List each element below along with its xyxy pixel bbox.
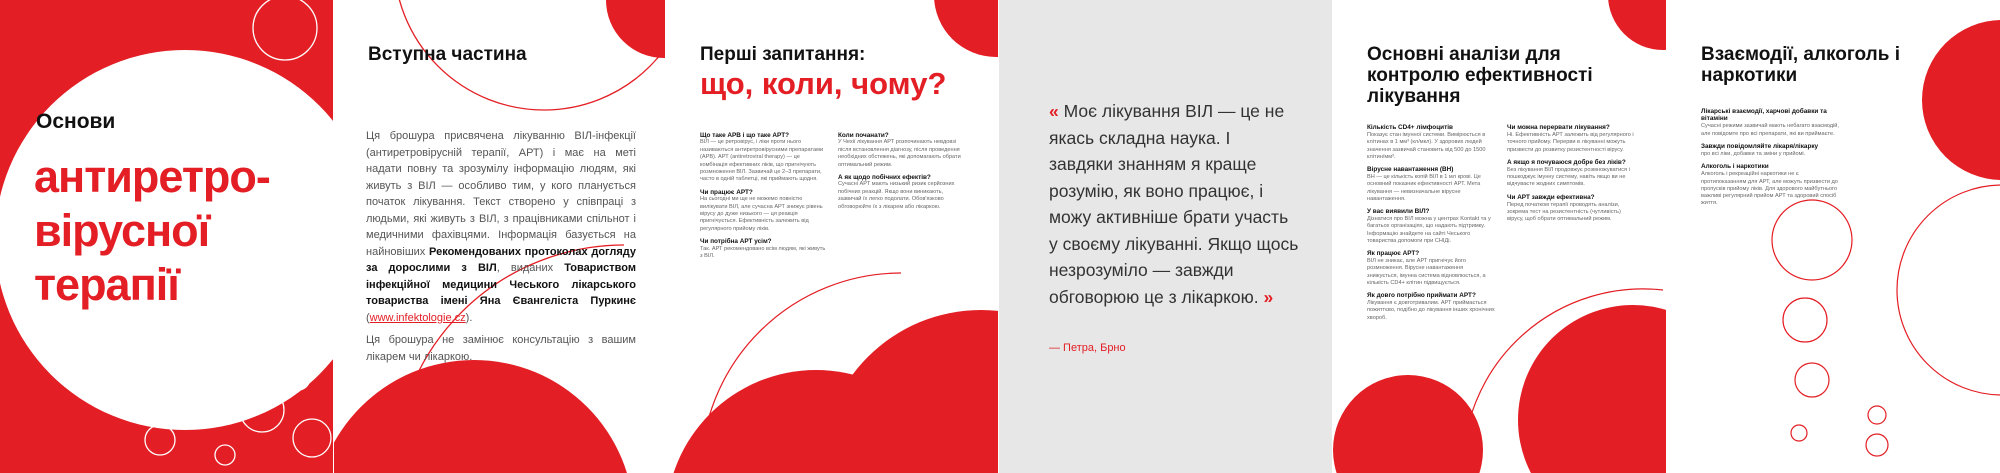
quote-panel	[999, 0, 1332, 473]
faq-answer: Сучасні АРТ мають низький ризик серйозних побічних реакцій. Якщо вони виникають, зазвичай їх легко подолати. Обов'язково обговорюйте їх з лікарем або лікаркою.	[838, 181, 955, 210]
faq-answer: У Чехії лікування АРТ розпочинають невдовзі після встановлення діагнозу, після проведення необхідних обстежень, які допомагають обрати оптимальний режим.	[838, 139, 961, 168]
cover-title	[34, 150, 270, 312]
intro-bold-2: Товариством інфекційної медицини Чеського лікарського товариства імені Яна Євангеліста Пуркинє	[366, 262, 636, 307]
analyses-answer: Лікування є довготривалим. АРТ приймається пожиттєво, подібно до лікування інших хронічних хвороб.	[1367, 300, 1495, 321]
analyses-left-column	[1367, 124, 1495, 322]
intro-text-1: Ця брошура присвячена лікуванню ВІЛ-інфекції (антиретровірусній терапії, АРТ) і має на меті надати повну та зрозумілу інформацію людям, які живуть з ВІЛ — особливо тим, у кого планується початок лікування. Текст створено у співпраці з людьми, які живуть з ВІЛ, з працівниками спільнот і медичними фахівцями. Інформація базується на найновіших	[366, 130, 636, 258]
interactions-panel	[1667, 0, 2000, 473]
quote-text	[1049, 98, 1299, 310]
faq-answer: На сьогодні ми ще не можемо повністю вилікувати ВІЛ, але сучасна АРТ знижує рівень вірусу до дуже низького — ця реакція пригнічується. Ефективність залежить від регулярного прийому ліків.	[700, 196, 823, 232]
interactions-answer: Алкоголь і рекреаційні наркотики не є протипоказанням для АРТ, але можуть призвести до пропусків прийому ліків. Для здорового майбутнього важливі регулярний прийом АРТ та здоровий спосіб життя.	[1701, 171, 1838, 207]
open-quote-mark: «	[1049, 101, 1059, 121]
interactions-question: Лікарські взаємодії, харчові добавки та вітаміни	[1701, 108, 1827, 123]
cover-title-line: антиретро-	[34, 151, 270, 202]
interactions-heading: Взаємодії, алкоголь і наркотики	[1701, 44, 1900, 86]
analyses-question: Як довго потрібно приймати АРТ?	[1367, 292, 1476, 300]
intro-text-2: , виданих	[496, 262, 565, 274]
analyses-question: Чи можна перервати лікування?	[1507, 124, 1610, 131]
faq-right-column	[838, 132, 966, 211]
faq-question: Коли почанати?	[838, 132, 889, 139]
analyses-question: У вас виявили ВІЛ?	[1367, 208, 1430, 216]
intro-heading: Вступна частина	[368, 44, 527, 65]
cover-title-line: вірусної	[34, 205, 210, 256]
cover-panel	[0, 0, 333, 473]
analyses-answer: Перед початком терапії проводять аналізи, зокрема тест на резистентність (чутливість) вірусу, щоб обрати оптимальний режим.	[1507, 201, 1621, 223]
cover-title-line: терапії	[34, 259, 179, 310]
faq-big-title: що, коли, чому?	[700, 66, 947, 101]
interactions-question: Алкоголь і наркотики	[1701, 163, 1769, 171]
intro-text-4: ).	[465, 311, 473, 324]
analyses-heading: Основні аналізи для контролю ефективності лікування	[1367, 44, 1593, 107]
faq-question: Що таке АРВ і що таке АРТ?	[700, 132, 790, 139]
faq-heading: Перші запитання:	[700, 44, 866, 65]
intro-text	[366, 128, 636, 371]
analyses-question: Вірусне навантаження (ВН)	[1367, 166, 1454, 174]
analyses-answer: Дізнатися про ВІЛ можна у центрах Kontakt та у багатьох організаціях, що надають підтримку. Інформацію знайдете на сайті Чеського товариства допомоги при СНІДі.	[1367, 216, 1491, 244]
quote-body: Моє лікування ВІЛ — це не якась складна наука. І завдяки знанням я краще розумію, як воно працює, і можу активніше брати участь у своєму лікуванні. Якщо щось незрозуміло — завжди обговорюю це з лікаркою.	[1049, 101, 1299, 307]
analyses-question: Чи АРТ завжди ефективна?	[1507, 193, 1595, 201]
analyses-answer: ВН — це кількість копій ВІЛ в 1 мл крові. Це основний показник ефективності АРТ. Мета лікування — невизначальне вірусне навантаження.	[1367, 174, 1481, 202]
website-link[interactable]: www.infektologie.cz	[369, 311, 466, 324]
close-quote-mark: »	[1263, 286, 1274, 307]
analyses-panel	[1333, 0, 1666, 473]
analyses-answer: Без лікування ВІЛ продовжує розмножуватися і пошкоджує імунну систему, навіть якщо ви не відчуваєте жодних симптомів.	[1507, 167, 1630, 188]
faq-question: Чи потрібна АРТ усім?	[700, 238, 772, 246]
analyses-question: Як працює АРТ?	[1367, 250, 1420, 258]
analyses-answer: Показує стан імунної системи. Вимірюється в клітинах в 1 мм³ (кл/мкл). У здорових людей значення зазвичай становить від 500 до 1500 клітин/мм³.	[1367, 132, 1486, 160]
faq-question: А як щодо побічних ефектів?	[838, 174, 931, 182]
faq-question: Чи працює АРТ?	[700, 188, 753, 196]
analyses-question: Кількість CD4+ лімфоцитів	[1367, 124, 1453, 131]
interactions-question: Завжди повідомляйте лікаря/лікарку	[1701, 142, 1819, 150]
intro-bold-1: Рекомендованих протоколах догляду за дорослими з ВІЛ	[366, 245, 636, 274]
analyses-answer: Ні. Ефективність АРТ залежить від регулярного і точного прийому. Перерви в лікуванні можуть призвести до розвитку резистентності вірусу.	[1507, 132, 1634, 153]
faq-left-column	[700, 132, 828, 261]
interactions-answer: Сучасні режими зазвичай мають небагато взаємодій, але повідомте про всі препарати, які ви приймаєте.	[1701, 123, 1839, 137]
intro-disclaimer: Ця брошура не замінює консультацію з вашим лікарем чи лікаркою.	[366, 334, 636, 363]
faq-panel	[666, 0, 998, 473]
cover-subtitle: Основи	[36, 110, 116, 133]
faq-answer: ВІЛ — це ретровірус, і ліки проти нього називаються антиретровірусними препаратами (АРВ). АРТ (antiretroviral therapy) — це комбінація ефективних ліків, що пригнічують розмноження ВІЛ. Зазвичай це 2–3 препарати, часто в одній таблетці, які приймають щодня.	[700, 139, 824, 183]
analyses-right-column	[1507, 124, 1635, 223]
intro-panel	[334, 0, 665, 473]
interactions-column	[1701, 108, 1843, 207]
analyses-answer: ВІЛ не зникає, але АРТ пригнічує його розмноження. Вірусне навантаження знижується, імунна система відновлюється, а кількість CD4+ клітин підвищується.	[1367, 258, 1486, 286]
analyses-question: А якщо я почуваюся добре без ліків?	[1507, 158, 1626, 166]
faq-answer: Так. АРТ рекомендовано всім людям, які живуть з ВІЛ.	[700, 245, 826, 260]
intro-text-3: (	[366, 311, 370, 324]
interactions-answer: про всі ліки, добавки та зміни у прийомі.	[1701, 151, 1806, 158]
quote-author: — Петра, Брно	[1049, 342, 1126, 354]
